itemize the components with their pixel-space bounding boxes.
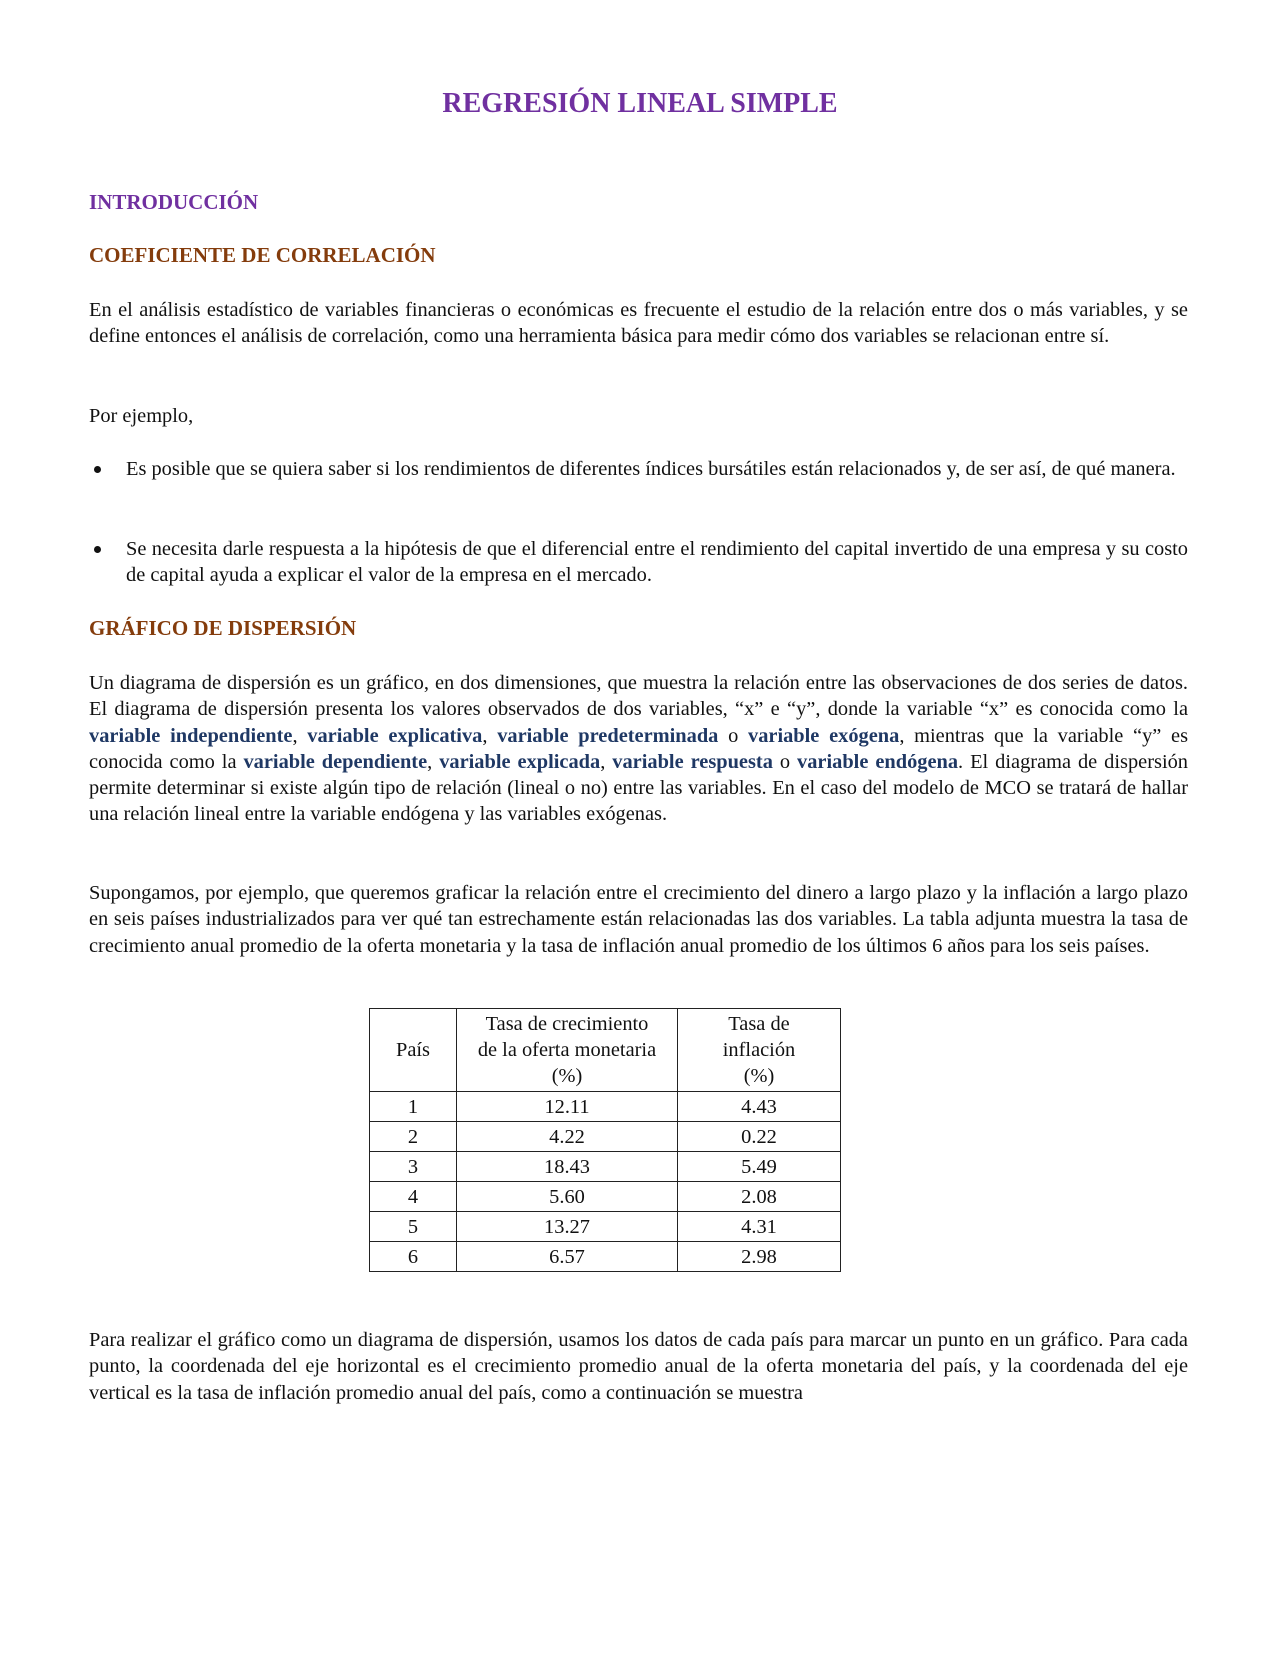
header-label: inflación	[722, 1039, 796, 1061]
text-run: o	[772, 750, 798, 773]
cell-inflation: 2.98	[678, 1242, 841, 1272]
cell-inflation: 4.43	[678, 1092, 841, 1122]
text-run: ,	[292, 724, 308, 747]
cell-country: 1	[370, 1092, 457, 1122]
paragraph-por-ejemplo: Por ejemplo,	[89, 405, 194, 427]
cell-inflation: 0.22	[678, 1122, 841, 1152]
heading-introduccion: INTRODUCCIÓN	[89, 190, 259, 214]
header-label: Tasa de	[728, 1013, 790, 1035]
heading-grafico-dispersion: GRÁFICO DE DISPERSIÓN	[89, 616, 357, 640]
header-label: (%)	[743, 1065, 775, 1087]
term-variable-dependiente: variable dependiente	[243, 750, 428, 773]
cell-country: 5	[370, 1212, 457, 1242]
list-item	[89, 536, 1188, 589]
term-variable-predeterminada: variable predeterminada	[497, 724, 719, 747]
table-row	[370, 1242, 841, 1272]
term-variable-explicativa: variable explicativa	[307, 724, 483, 747]
bullet-icon	[94, 546, 101, 553]
bullet-text: Se necesita darle respuesta a la hipótesis de que el diferencial entre el rendimiento del capital invertido de una empresa y su costo de capital ayuda a explicar el valor de la empresa en el mercado.	[126, 538, 1188, 587]
header-label: (%)	[551, 1065, 583, 1087]
table-row	[370, 1182, 841, 1212]
bullet-list-2	[89, 536, 1188, 589]
cell-country: 4	[370, 1182, 457, 1212]
data-table	[369, 1008, 841, 1272]
cell-growth: 12.11	[457, 1092, 678, 1122]
bullet-icon	[94, 466, 101, 473]
term-variable-independiente: variable independiente	[89, 724, 293, 747]
cell-inflation: 2.08	[678, 1182, 841, 1212]
cell-country: 3	[370, 1152, 457, 1182]
term-variable-explicada: variable explicada	[439, 750, 601, 773]
header-label: Tasa de crecimiento	[485, 1013, 649, 1035]
table-row	[370, 1212, 841, 1242]
heading-coeficiente-correlacion: COEFICIENTE DE CORRELACIÓN	[89, 243, 436, 267]
text-run: , mientras que la variable “y” es conocida como la	[89, 724, 1189, 773]
cell-country: 6	[370, 1242, 457, 1272]
header-label: de la oferta monetaria	[477, 1039, 657, 1061]
cell-country: 2	[370, 1122, 457, 1152]
table-row	[370, 1152, 841, 1182]
cell-growth: 6.57	[457, 1242, 678, 1272]
cell-growth: 13.27	[457, 1212, 678, 1242]
table-header-row	[370, 1009, 841, 1092]
table-row	[370, 1122, 841, 1152]
header-tasa-crecimiento	[457, 1009, 678, 1092]
text-run: ,	[482, 724, 498, 747]
table-row	[370, 1092, 841, 1122]
text-run: ,	[427, 750, 440, 773]
header-pais	[370, 1009, 457, 1092]
page-title: REGRESIÓN LINEAL SIMPLE	[442, 88, 838, 119]
paragraph-scatter-instructions: Para realizar el gráfico como un diagrama de dispersión, usamos los datos de cada país para marcar un punto en un gráfico. Para cada punto, la coordenada del eje horizontal es el crecimiento promedio anual de la oferta monetaria del país, y la coordenada del eje vertical es la tasa de inflación promedio anual del país, como a continuación se muestra	[89, 1329, 1188, 1404]
header-tasa-inflacion	[678, 1009, 841, 1092]
cell-inflation: 5.49	[678, 1152, 841, 1182]
term-variable-respuesta: variable respuesta	[612, 750, 773, 773]
cell-growth: 4.22	[457, 1122, 678, 1152]
paragraph-example-setup: Supongamos, por ejemplo, que queremos graficar la relación entre el crecimiento del dinero a largo plazo y la inflación a largo plazo en seis países industrializados para ver qué tan estrechamente están relacionadas las dos variables. La tabla adjunta muestra la tasa de crecimiento anual promedio de la oferta monetaria y la tasa de inflación anual promedio de los últimos 6 años para los seis países.	[89, 882, 1188, 957]
paragraph-correlation-intro: En el análisis estadístico de variables financieras o económicas es frecuente el estudio de la relación entre dos o más variables, y se define entonces el análisis de correlación, como una herramienta básica para medir cómo dos variables se relacionan entre sí.	[89, 299, 1188, 348]
text-run: . El diagrama de dispersión permite determinar si existe algún tipo de relación (lineal o no) entre las variables. En el caso del modelo de MCO se tratará de hallar una relación lineal entre la variable endógena y las variables exógenas.	[89, 750, 1188, 826]
cell-growth: 5.60	[457, 1182, 678, 1212]
text-run: o	[718, 724, 748, 747]
text-run: Un diagrama de dispersión es un gráfico, en dos dimensiones, que muestra la relación entre las observaciones de dos series de datos. El diagrama de dispersión presenta los valores observados de dos variables, “x” e “y”, donde la variable “x” es conocida como la	[89, 672, 1188, 721]
term-variable-exogena: variable exógena	[748, 724, 900, 747]
cell-growth: 18.43	[457, 1152, 678, 1182]
list-item	[89, 456, 1188, 482]
paragraph-scatter-definition	[89, 670, 1188, 828]
header-label: País	[396, 1039, 430, 1061]
bullet-text: Es posible que se quiera saber si los rendimientos de diferentes índices bursátiles están relacionados y, de ser así, de qué manera.	[126, 458, 1176, 480]
cell-inflation: 4.31	[678, 1212, 841, 1242]
term-variable-endogena: variable endógena	[797, 750, 959, 773]
bullet-list-1	[89, 456, 1188, 482]
text-run: ,	[600, 750, 613, 773]
